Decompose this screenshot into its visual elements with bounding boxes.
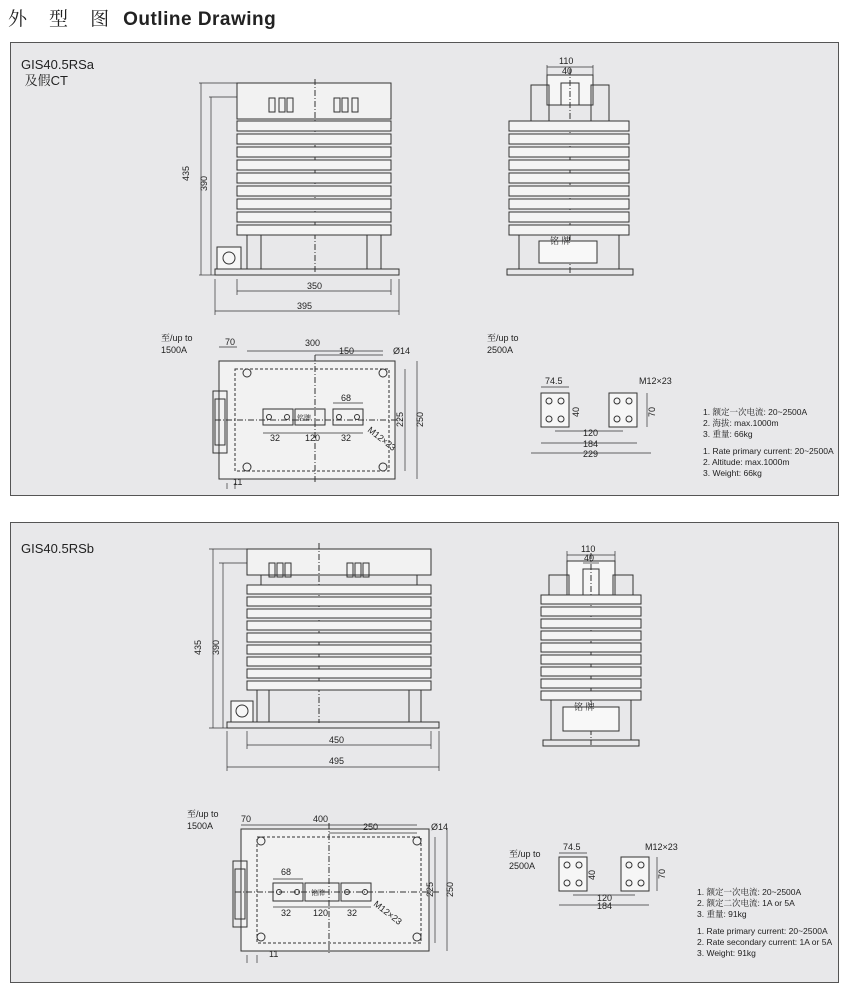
terminal-dim-40: 40 <box>587 869 597 880</box>
dim-68: 68 <box>281 867 292 877</box>
dim-225: 225 <box>425 881 435 897</box>
terminal-thread: M12×23 <box>639 376 672 386</box>
model-name: GIS40.5RSa <box>21 57 94 72</box>
terminal-up-to: 至/up to <box>487 333 519 343</box>
dim-300: 300 <box>305 338 321 348</box>
thread-m12: M12×23 <box>371 898 404 927</box>
dim-450: 450 <box>329 735 345 745</box>
front-view <box>215 79 399 275</box>
note-line: 2. 额定二次电流: 1A or 5A <box>697 898 795 908</box>
dim-110: 110 <box>581 544 596 554</box>
dim-390: 390 <box>211 639 221 655</box>
dim-32-left: 32 <box>270 433 281 443</box>
terminal-dim-70: 70 <box>647 406 657 417</box>
nameplate-label: 铭 牌 <box>550 236 571 246</box>
dim-150: 150 <box>339 346 355 356</box>
dim-32-right: 32 <box>347 908 358 918</box>
notes-b <box>697 887 832 959</box>
note-line: 1. Rate primary current: 20~2500A <box>703 446 834 456</box>
page-title-cn: 外 型 图 <box>8 8 118 30</box>
terminal-dim-184: 184 <box>597 901 613 911</box>
terminal-thread: M12×23 <box>645 842 678 852</box>
dim-40: 40 <box>584 553 595 563</box>
plate-text: 铭牌 <box>311 890 325 897</box>
terminal-dim-745: 74.5 <box>545 376 563 386</box>
dim-390: 390 <box>199 175 209 191</box>
page-title <box>8 4 276 31</box>
terminal-dim-40: 40 <box>571 406 581 417</box>
current-label-1500a: 1500A <box>161 345 188 355</box>
dim-40: 40 <box>562 66 573 76</box>
terminal-dim-120: 120 <box>583 428 599 438</box>
dim-68: 68 <box>341 393 352 403</box>
thread-m12: M12×23 <box>365 424 398 453</box>
note-line: 2. 海拔: max.1000m <box>703 418 779 428</box>
dim-120: 120 <box>305 433 321 443</box>
dim-250: 250 <box>363 822 379 832</box>
dim-395: 395 <box>297 301 313 311</box>
dim-225: 225 <box>395 411 405 427</box>
dim-400: 400 <box>313 814 329 824</box>
current-label-1500a: 1500A <box>187 821 214 831</box>
dim-11: 11 <box>233 477 243 487</box>
dim-32-right: 32 <box>341 433 352 443</box>
plan-view <box>233 823 439 955</box>
nameplate-label: 铭 牌 <box>574 702 595 712</box>
terminal-up-to: 至/up to <box>509 849 541 859</box>
side-view <box>541 553 641 746</box>
hole-dia: Ø14 <box>431 822 449 832</box>
terminal-2500a: 2500A <box>487 345 514 355</box>
dim-70: 70 <box>241 814 252 824</box>
dim-120: 120 <box>313 908 329 918</box>
note-line: 1. Rate primary current: 20~2500A <box>697 926 828 936</box>
hole-dia: Ø14 <box>393 346 411 356</box>
front-view <box>227 543 439 728</box>
note-line: 3. Weight: 66kg <box>703 468 762 478</box>
terminal-dim-70: 70 <box>657 868 667 879</box>
note-line: 2. Altitude: max.1000m <box>703 457 790 467</box>
note-line: 1. 额定一次电流: 20~2500A <box>703 407 808 417</box>
dim-250: 250 <box>415 411 425 427</box>
terminal-detail <box>541 393 637 427</box>
dim-350: 350 <box>307 281 323 291</box>
page-title-en: Outline Drawing <box>123 9 277 30</box>
current-label-up-to: 至/up to <box>161 333 193 343</box>
note-line: 3. Weight: 91kg <box>697 948 756 958</box>
panel-gis40-5rsb <box>10 522 839 983</box>
terminal-dim-184: 184 <box>583 439 599 449</box>
model-name: GIS40.5RSb <box>21 541 94 556</box>
dim-110: 110 <box>559 56 574 66</box>
note-line: 2. Rate secondary current: 1A or 5A <box>697 937 833 947</box>
model-sub: 及假CT <box>24 73 68 88</box>
panel-gis40-5rsa <box>10 42 839 496</box>
dim-70: 70 <box>225 337 236 347</box>
dim-32-left: 32 <box>281 908 292 918</box>
terminal-dim-120: 120 <box>597 893 613 903</box>
plate-text: 铭牌 <box>297 415 311 422</box>
dim-11: 11 <box>269 949 279 959</box>
note-line: 1. 额定一次电流: 20~2500A <box>697 887 802 897</box>
terminal-dim-745: 74.5 <box>563 842 581 852</box>
note-line: 3. 重量: 66kg <box>703 429 753 439</box>
terminal-2500a: 2500A <box>509 861 536 871</box>
dim-250: 250 <box>445 881 455 897</box>
terminal-dim-229: 229 <box>583 449 599 459</box>
terminal-detail <box>559 857 649 891</box>
dim-435: 435 <box>181 165 191 181</box>
note-line: 3. 重量: 91kg <box>697 909 747 919</box>
dim-435: 435 <box>193 639 203 655</box>
dim-495: 495 <box>329 756 345 766</box>
current-label-up-to: 至/up to <box>187 809 219 819</box>
notes-a <box>703 407 834 479</box>
